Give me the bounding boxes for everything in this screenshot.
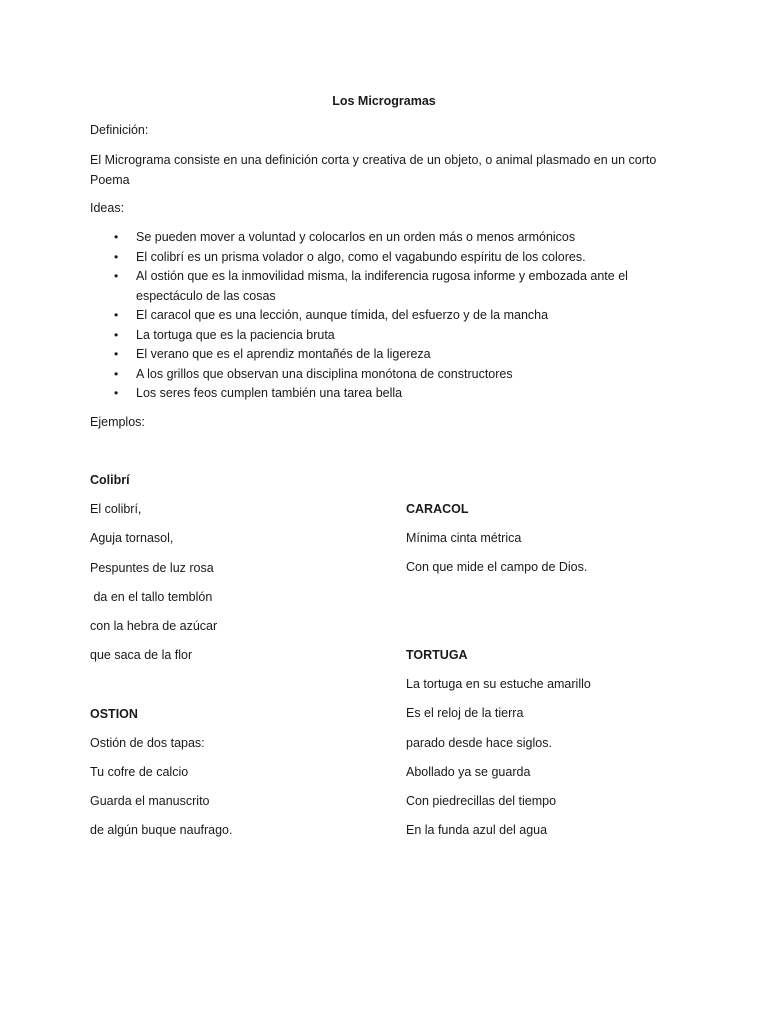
poem-line: La tortuga en su estuche amarillo <box>406 677 591 692</box>
bullet-icon: • <box>114 230 119 244</box>
idea-item <box>90 345 670 365</box>
poem-title: CARACOL <box>406 502 469 516</box>
idea-item <box>90 326 670 346</box>
page-title: Los Microgramas <box>332 94 436 108</box>
idea-item <box>90 365 670 385</box>
poem-line: Aguja tornasol, <box>90 531 174 546</box>
poem-line <box>406 617 706 646</box>
poem-line: da en el tallo temblón <box>90 589 213 604</box>
poem-line: Mínima cinta métrica <box>406 531 522 546</box>
poem-title: Colibrí <box>90 473 130 487</box>
poem-line: En la funda azul del agua <box>406 823 548 838</box>
poems-right-column <box>406 500 706 850</box>
ideas-heading: Ideas: <box>90 201 125 215</box>
idea-text: El colibrí es un prisma volador o algo, como el vagabundo espíritu de los colores. <box>136 249 586 264</box>
definition-text: El Micrograma consiste en una definición corta y creativa de un objeto, o animal plasmado en un corto Poema <box>90 153 657 187</box>
poem-line: Guarda el manuscrito <box>90 794 210 809</box>
poem-line <box>90 675 390 704</box>
idea-text: El caracol que es una lección, aunque tímida, del esfuerzo y de la mancha <box>136 308 549 322</box>
definition-heading: Definición: <box>90 123 149 137</box>
idea-text: Al ostión que es la inmovilidad misma, la indiferencia rugosa informe y embozada ante el espectáculo de las cosas <box>136 269 628 303</box>
bullet-icon: • <box>114 347 119 361</box>
idea-item <box>90 228 670 248</box>
poem-line: Abollado ya se guarda <box>406 764 531 779</box>
bullet-icon: • <box>114 249 119 264</box>
poem-line: Con que mide el campo de Dios. <box>406 560 588 575</box>
bullet-icon: • <box>114 308 119 322</box>
poem-line: con la hebra de azúcar <box>90 618 218 633</box>
ideas-list <box>90 228 670 404</box>
idea-text: A los grillos que observan una disciplina monótona de constructores <box>136 366 513 381</box>
idea-item <box>90 248 670 268</box>
bullet-icon: • <box>114 269 119 283</box>
idea-item <box>90 306 670 326</box>
poem-line: que saca de la flor <box>90 648 193 663</box>
poem-line: parado desde hace siglos. <box>406 735 552 750</box>
poem-title: TORTUGA <box>406 647 468 662</box>
poem-line: Con piedrecillas del tiempo <box>406 793 557 808</box>
idea-text: Los seres feos cumplen también una tarea bella <box>136 386 403 400</box>
poem-line: Pespuntes de luz rosa <box>90 560 214 575</box>
bullet-icon: • <box>114 366 119 381</box>
poem-line: El colibrí, <box>90 502 142 517</box>
idea-item <box>90 267 670 306</box>
bullet-icon: • <box>114 386 119 400</box>
poem-line: de algún buque naufrago. <box>90 823 233 838</box>
examples-heading: Ejemplos: <box>90 415 145 429</box>
poem-line: Ostión de dos tapas: <box>90 735 205 750</box>
bullet-icon: • <box>114 327 119 342</box>
poem-title: OSTION <box>90 706 138 721</box>
poem-line <box>406 588 706 617</box>
idea-text: Se pueden mover a voluntad y colocarlos en un orden más o menos armónicos <box>136 230 576 244</box>
poem-line: Es el reloj de la tierra <box>406 706 524 721</box>
poem-line: Tu cofre de calcio <box>90 764 189 779</box>
idea-text: La tortuga que es la paciencia bruta <box>136 327 335 342</box>
poems-left-column <box>90 471 390 850</box>
idea-text: El verano que es el aprendiz montañés de la ligereza <box>136 347 431 361</box>
idea-item <box>90 384 670 404</box>
